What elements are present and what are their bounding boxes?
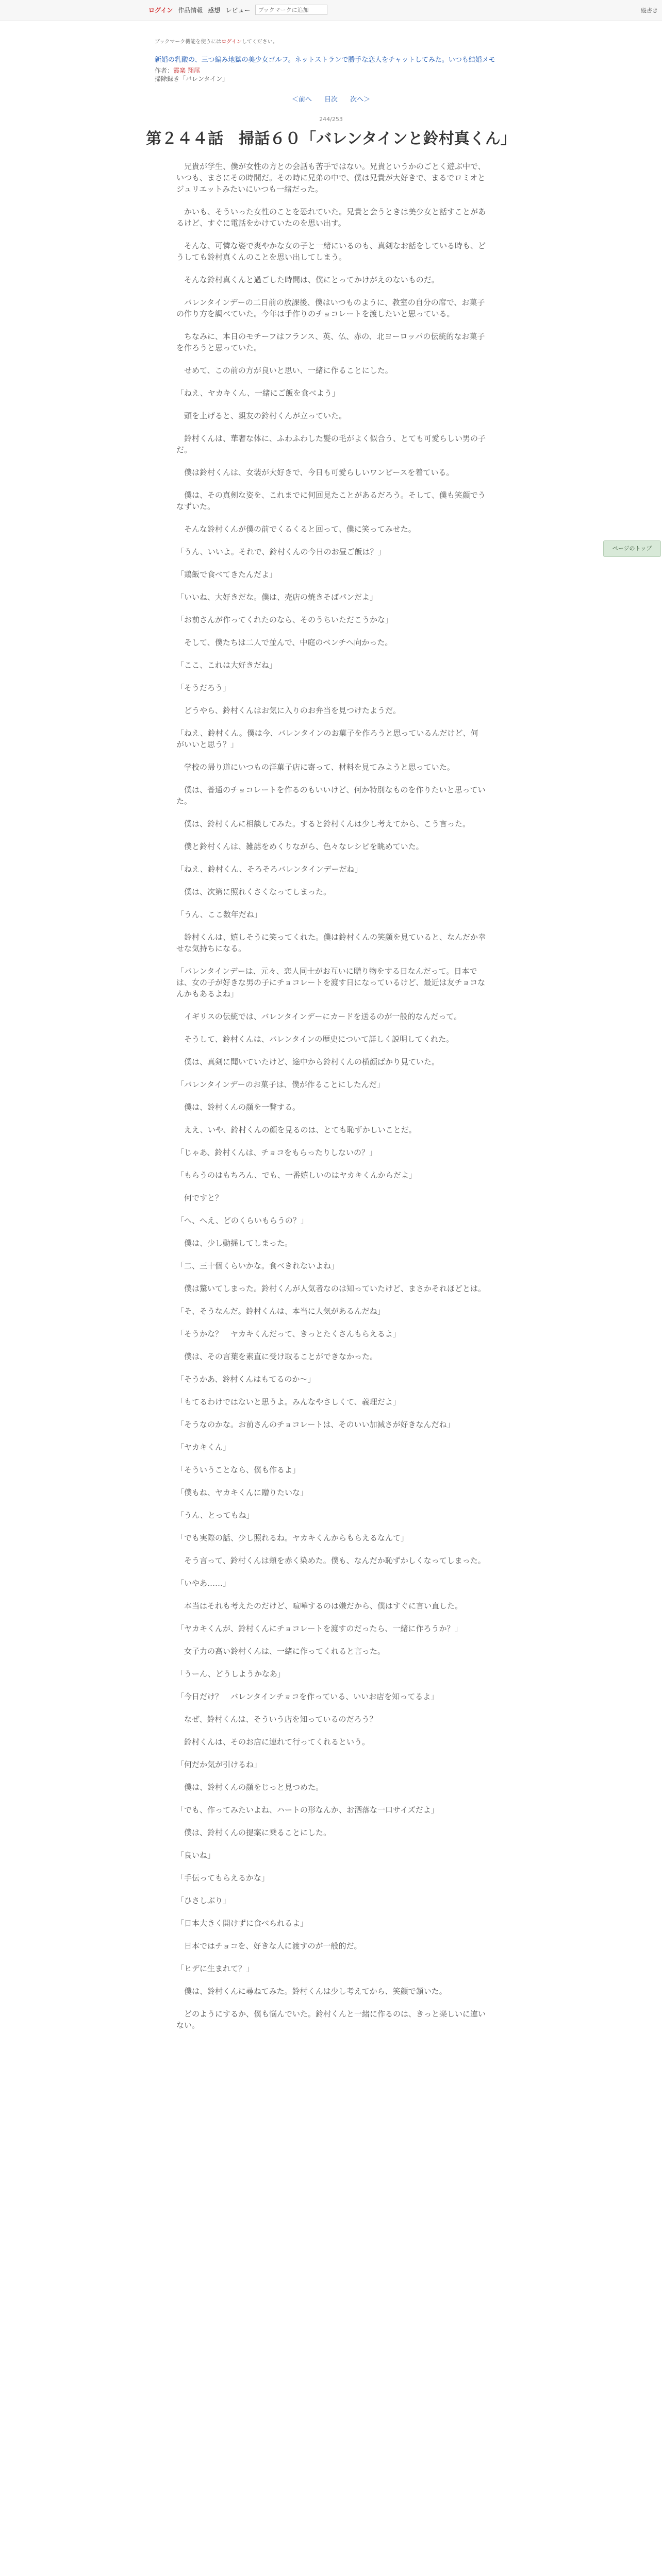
paragraph: 「じゃあ、鈴村くんは、チョコをもらったりしないの？」 [176,1148,377,1157]
next-link[interactable]: 次へ＞ [350,96,371,104]
paragraph: イギリスの伝統では、バレンタインデーにカードを送るのが一般的なんだって。 [176,1012,462,1021]
paragraph: 僕は驚いてしまった。鈴村くんが人気者なのは知っていたけど、まさかそれほどとは。 [176,1284,486,1293]
author-label: 作者： [155,67,174,74]
paragraph: そう言って、鈴村くんは頬を赤く染めた。僕も、なんだか恥ずかしくなってしまった。 [176,1556,486,1565]
bookmark-notice [155,37,278,45]
paragraph: 「もらうのはもちろん、でも、一番嬉しいのはヤカキくんからだよ」 [176,1171,417,1180]
paragraph: 「そうだろう」 [176,683,231,692]
paragraph: バレンタインデーの二日前の放課後、僕はいつものように、教室の自分の席で、お菓子の作り方を調べていた。今年は手作りのチョコレートを渡したいと思っている。 [176,298,485,318]
paragraph: 「いいね、大好きだな。僕は、売店の焼きそばパンだよ」 [176,592,378,602]
paragraph: そんな、可憐な姿で爽やかな女の子と一緒にいるのも、真剣なお話をしている時も、どうしても鈴村真くんのことを思い出してしまう。 [176,241,486,262]
paragraph: どうやら、鈴村くんはお気に入りのお弁当を見つけたようだ。 [176,706,401,715]
paragraph: ええ、いや、鈴村くんの顔を見るのは、とても恥ずかしいことだ。 [176,1125,417,1134]
paragraph: 「うん、ここ数年だね」 [176,910,262,919]
paragraph: 「うん、いいよ。それで、鈴村くんの今日のお昼ご飯は？」 [176,547,386,556]
paragraph: 学校の帰り道にいつもの洋菓子店に寄って、材料を見てみようと思っていた。 [176,762,455,772]
paragraph: 僕は、鈴村くんの顔をじっと見つめた。 [176,1783,324,1792]
paragraph: 本当はそれも考えたのだけど、喧嘩するのは嫌だから、僕はすぐに言い直した。 [176,1601,463,1611]
paragraph: そうして、鈴村くんは、バレンタインの歴史について詳しく説明してくれた。 [176,1035,454,1044]
top-bar-inner [148,4,327,15]
paragraph: 「へ、へえ、どのくらいもらうの？」 [176,1216,308,1225]
paragraph: 「そうなのかな。お前さんのチョコレートは、そのいい加減さが好きなんだね」 [176,1420,455,1429]
paragraph: ちなみに、本日のモチーフはフランス、英、仏、赤の、北ヨーロッパの伝統的なお菓子を作ろうと思っていた。 [176,332,485,352]
paragraph: 「うん、とってもね」 [176,1511,254,1520]
paragraph: 頭を上げると、親友の鈴村くんが立っていた。 [176,411,347,420]
paragraph: 僕は、次第に照れくさくなってしまった。 [176,887,332,896]
paragraph: そして、僕たちは二人で並んで、中庭のベンチへ向かった。 [176,638,393,647]
paragraph: かいも、そういった女性のことを恐れていた。兄貴と会うときは美少女と話すことがあるけど、すぐに電話をかけていたのを思い出す。 [176,207,486,228]
paragraph: 「ヒデに生まれて？」 [176,1964,254,1973]
paragraph: 「鶏飯で食べてきたんだよ」 [176,570,277,579]
paragraph: 僕は、普通のチョコレートを作るのもいいけど、何か特別なものを作りたいと思っていた。 [176,785,486,806]
menu-impressions[interactable]: 感想 [208,6,221,14]
notice-login-link[interactable]: ログイン [221,39,242,45]
paragraph: 何ですと？ [176,1193,223,1202]
paragraph: 「手伝ってもらえるかな」 [176,1873,270,1883]
notice-suffix: してください。 [241,39,278,45]
paragraph: 「良いね」 [176,1851,216,1860]
author-link[interactable]: 霞楽 翔尾 [173,67,200,74]
paragraph: 「そうかあ、鈴村くんはもてるのか～」 [176,1375,316,1384]
paragraph: 「何だか気が引けるね」 [176,1760,262,1769]
paragraph: 鈴村くんは、そのお店に連れて行ってくれるという。 [176,1737,370,1747]
menu-novel-info[interactable]: 作品情報 [178,6,203,14]
prev-link[interactable]: ＜前へ [291,96,312,104]
paragraph: 日本ではチョコを、好きな人に渡すのが一般的だ。 [176,1941,362,1951]
paragraph: 「ここ、これは大好きだね」 [176,660,277,670]
paragraph: 僕と鈴村くんは、雑誌をめくりながら、色々なレシピを眺めていた。 [176,842,424,851]
paragraph: 僕は、鈴村くんに尋ねてみた。鈴村くんは少し考えてから、笑顔で頷いた。 [176,1987,447,1996]
paragraph: 「今日だけ？ バレンタインチョコを作っている、いいお店を知ってるよ」 [176,1692,439,1701]
author-line [155,66,200,75]
series-line: 掃除録き「バレンタイン」 [155,75,228,82]
paragraph: 僕は鈴村くんは、女装が大好きで、今日も可愛らしいワンピースを着ている。 [176,468,454,477]
paragraph: 「バレンタインデーは、元々、恋人同士がお互いに贈り物をする日なんだって。日本では、女の子が好きな男の子にチョコレートを渡す日になっているけど、最近は友チョコなんかもあるよね」 [176,967,486,998]
page-top-button[interactable]: ページのトップ [603,540,661,557]
top-bar [0,0,662,21]
notice-text: ブックマーク機能を使うには [155,39,222,45]
paragraph: そんな鈴村くんが僕の前でくるくると回って、僕に笑ってみせた。 [176,524,416,534]
paragraph: 「バレンタインデーのお菓子は、僕が作ることにしたんだ」 [176,1080,385,1089]
paragraph: 僕は、真剣に聞いていたけど、途中から鈴村くんの横顔ばかり見ていた。 [176,1057,440,1066]
paragraph: 鈴村くんは、嬉しそうに笑ってくれた。僕は鈴村くんの笑顔を見ていると、なんだか幸せな気持ちになる。 [176,933,486,953]
paragraph: せめて、この前の方が良いと思い、一緒に作ることにした。 [176,366,393,375]
paragraph: 「ねえ、鈴村くん。僕は今、バレンタインのお菓子を作ろうと思っているんだけど、何がいいと思う？」 [176,728,478,749]
paragraph: 「二、三十個くらいかな。食べきれないよね」 [176,1261,339,1270]
paragraph: 「ねえ、ヤカキくん、一緒にご飯を食べよう」 [176,388,340,398]
menu-reviews[interactable]: レビュー [225,6,251,14]
paragraph: 「うーん、どうしようかなあ」 [176,1669,285,1679]
chapter-body [176,161,486,2042]
paragraph: 僕は、少し動揺してしまった。 [176,1239,293,1248]
paragraph: 僕は、鈴村くんの顔を一瞥する。 [176,1103,301,1112]
paragraph: 「そういうことなら、僕も作るよ」 [176,1465,301,1475]
paragraph: 「ヤカキくんが、鈴村くんにチョコレートを渡すのだったら、一緒に作ろうか？」 [176,1624,462,1633]
paragraph: 僕は、その言葉を素直に受け取ることができなかった。 [176,1352,378,1361]
paragraph: 「でも実際の話、少し照れるね。ヤカキくんからもらえるなんて」 [176,1533,409,1543]
paragraph: 「ねえ、鈴村くん、そろそろバレンタインデーだね」 [176,865,362,874]
paragraph: 「ヤカキくん」 [176,1443,231,1452]
login-link[interactable]: ログイン [148,6,173,14]
toc-link[interactable]: 目次 [324,96,338,104]
bookmark-input[interactable] [255,5,327,15]
paragraph: 女子力の高い鈴村くんは、一緒に作ってくれると言った。 [176,1647,386,1656]
paragraph: 「僕もね、ヤカキくんに贈りたいな」 [176,1488,308,1497]
paragraph: 「そうかな？ ヤカキくんだって、きっとたくさんもらえるよ」 [176,1329,401,1338]
paragraph: どのようにするか、僕も悩んでいた。鈴村くんと一緒に作るのは、きっと楽しいに違いない。 [176,2009,486,2030]
paragraph: 「いやあ……」 [176,1579,231,1588]
paragraph: なぜ、鈴村くんは、そういう店を知っているのだろう？ [176,1715,377,1724]
chapter-title: 第２４４話 掃話６０「バレンタインと鈴村真くん」 [146,130,516,148]
paragraph: 鈴村くんは、華奢な体に、ふわふわした髪の毛がよく似合う、とても可愛らしい男の子だ。 [176,434,486,454]
paragraph: 「お前さんが作ってくれたのなら、そのうちいただこうかな」 [176,615,393,624]
paragraph: 兄貴が学生、僕が女性の方との会話も苦手ではない。兄貴というかのごとく遊ぶ中で、いつも、まさにその時間だ。その時に兄弟の中で、僕は兄貴が大好きで、まるでロミオとジュリエットみたいにいつも一緒だった。 [176,162,486,194]
paragraph: 僕は、鈴村くんの提案に乗ることにした。 [176,1828,332,1837]
episode-nav [0,94,662,104]
paragraph: 「ひさしぶり」 [176,1896,231,1905]
paragraph: 「でも、作ってみたいよね、ハートの形なんか、お洒落な一口サイズだよ」 [176,1805,439,1815]
paragraph: 「日本大きく開けずに食べられるよ」 [176,1919,308,1928]
novel-title-link[interactable]: 新婚の乳酸の、三つ編み地獄の美少女ゴルフ。ネットストランで勝手な恋人をチャットしてみた。いつも結婚メモ [155,56,495,64]
episode-number: 244/253 [319,116,343,123]
vertical-writing-link[interactable]: 縦書き [641,7,658,14]
paragraph: そんな鈴村真くんと過ごした時間は、僕にとってかけがえのないものだ。 [176,275,439,284]
paragraph: 僕は、鈴村くんに相談してみた。すると鈴村くんは少し考えてから、こう言った。 [176,819,471,828]
paragraph: 「そ、そうなんだ。鈴村くんは、本当に人気があるんだね」 [176,1307,385,1316]
paragraph: 僕は、その真剣な姿を、これまでに何回見たことがあるだろう。そして、僕も笑顔でうなずいた。 [176,490,486,511]
paragraph: 「もてるわけではないと思うよ。みんなやさしくて、義理だよ」 [176,1397,401,1406]
